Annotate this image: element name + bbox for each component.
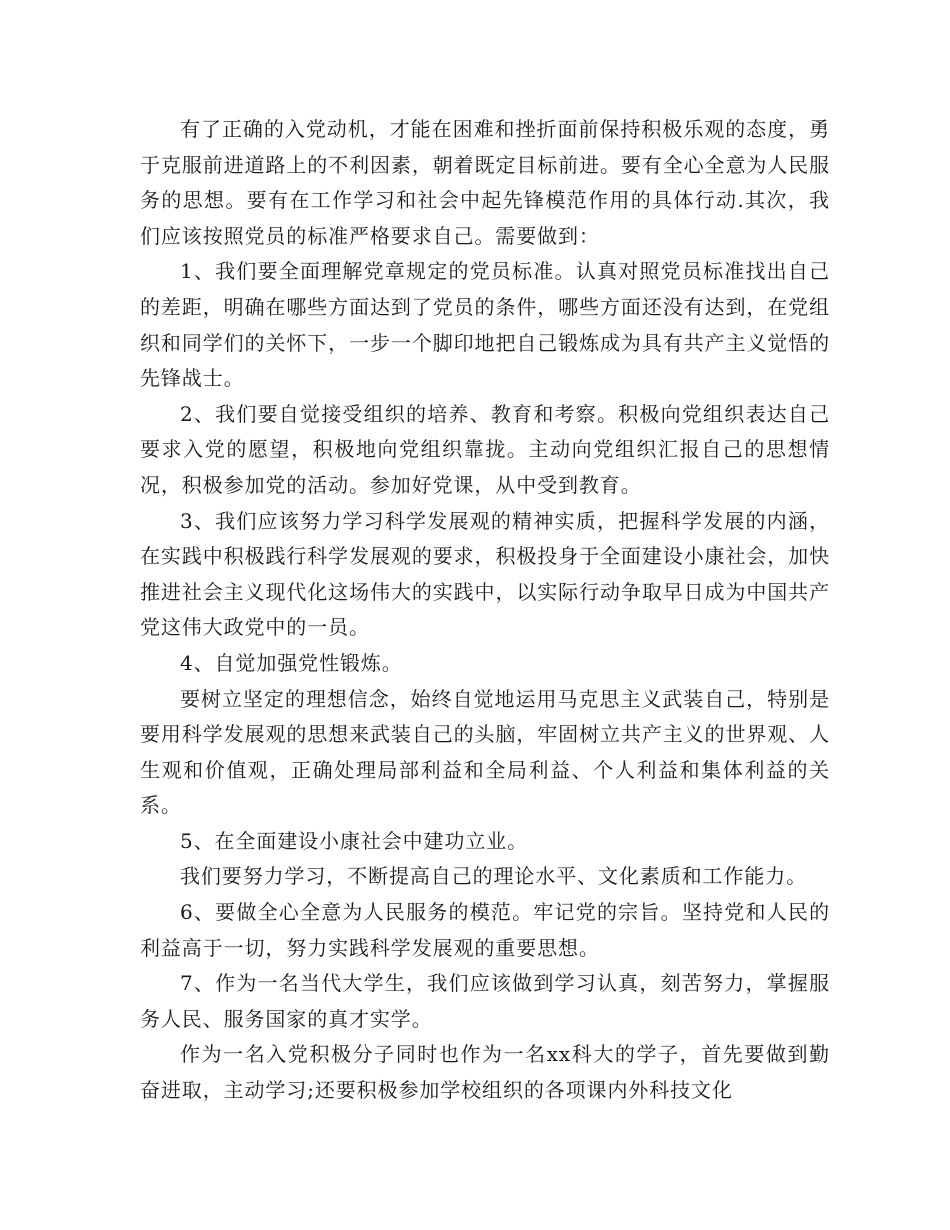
paragraph-1: 有了正确的入党动机，才能在困难和挫折面前保持积极乐观的态度，勇于克服前进道路上的不利因素，朝着既定目标前进。要有全心全意为人民服务的思想。要有在工作学习和社会中起先锋模范作用的具体行动.其次，我们应该按照党员的标准严格要求自己。需要做到： <box>140 117 830 248</box>
paragraph-11: 作为一名入党积极分子同时也作为一名xx科大的学子，首先要做到勤奋进取，主动学习;还要积极参加学校组织的各项课内外科技文化 <box>140 1042 830 1103</box>
paragraph-9: 6、要做全心全意为人民服务的模范。牢记党的宗旨。坚持党和人民的利益高于一切，努力实践科学发展观的重要思想。 <box>140 900 830 960</box>
paragraph-5: 4、自觉加强党性锻炼。 <box>180 650 403 675</box>
paragraph-7: 5、在全面建设小康社会中建功立业。 <box>180 828 529 853</box>
document-body <box>140 112 830 1109</box>
paragraph-6: 要树立坚定的理想信念，始终自觉地运用马克思主义武装自己，特别是要用科学发展观的思想来武装自己的头脑，牢固树立共产主义的世界观、人生观和价值观，正确处理局部利益和全局利益、个人利益和集体利益的关系。 <box>140 686 830 818</box>
paragraph-3: 2、我们要自觉接受组织的培养、教育和考察。积极向党组织表达自己要求入党的愿望，积极地向党组织靠拢。主动向党组织汇报自己的思想情况，积极参加党的活动。参加好党课，从中受到教育。 <box>140 401 830 497</box>
paragraph-10: 7、作为一名当代大学生，我们应该做到学习认真，刻苦努力，掌握服务人民、服务国家的真才实学。 <box>140 971 830 1031</box>
paragraph-8: 我们要努力学习，不断提高自己的理论水平、文化素质和工作能力。 <box>180 864 807 889</box>
paragraph-2: 1、我们要全面理解党章规定的党员标准。认真对照党员标准找出自己的差距，明确在哪些方面达到了党员的条件，哪些方面还没有达到，在党组织和同学们的关怀下，一步一个脚印地把自己锻炼成为具有共产主义觉悟的先锋战士。 <box>140 259 830 391</box>
paragraph-4: 3、我们应该努力学习科学发展观的精神实质，把握科学发展的内涵，在实践中积极践行科学发展观的要求，积极投身于全面建设小康社会，加快推进社会主义现代化这场伟大的实践中，以实际行动争取早日成为中国共产党这伟大政党中的一员。 <box>140 508 830 640</box>
